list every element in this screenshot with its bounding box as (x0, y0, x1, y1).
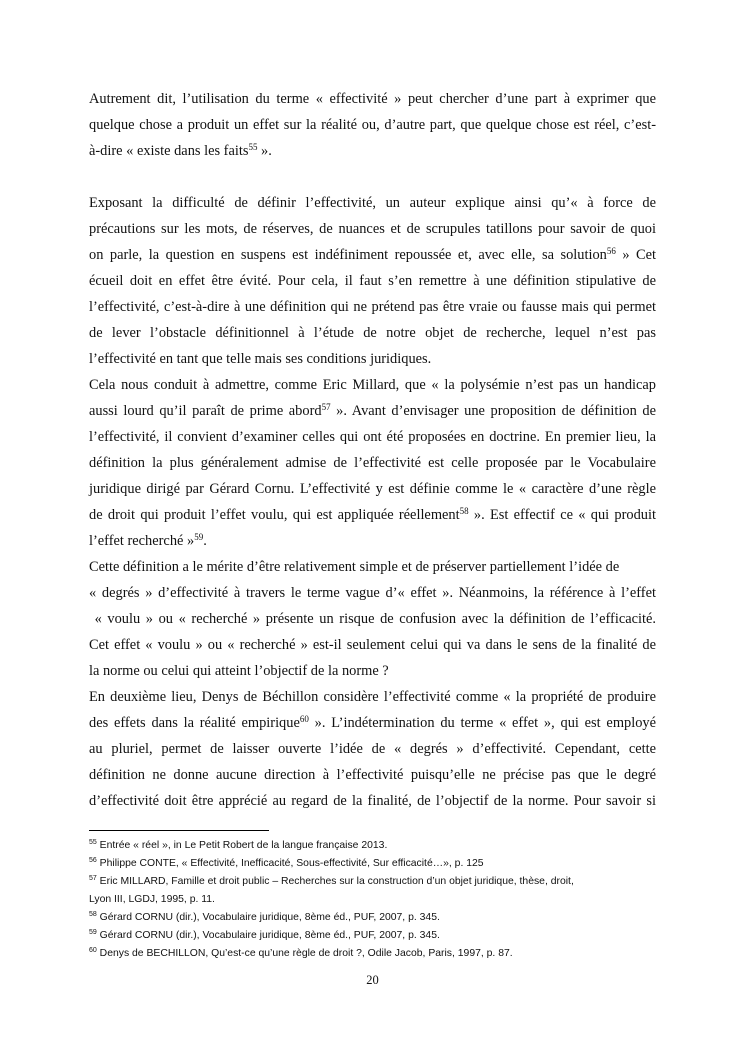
footnote-58 (89, 909, 656, 927)
text-line: En deuxième lieu, Denys de Béchillon considère l’effectivité comme « la propriété de produire (89, 689, 656, 705)
text-line: l’effectivité, c’est-à-dire à une définition qui ne prétend pas être vraie ou fausse mais qui permet (89, 299, 656, 315)
footnote-60 (89, 945, 656, 963)
text-line: au pluriel, permet de laisser ouverte l’idée de « degrés » d’effectivité. Cependant, cette (89, 741, 656, 757)
footnote-text: Gérard CORNU (dir.), Vocabulaire juridique, 8ème éd., PUF, 2007, p. 345. (96, 912, 440, 923)
text-run: ». (257, 143, 272, 159)
text-line: Cette définition a le mérite d’être relativement simple et de préserver partiellement l’idée de (89, 559, 620, 575)
text-line: d’effectivité doit être apprécié au regard de la finalité, de l’objectif de la norme. Pour savoir si (89, 793, 656, 809)
text-run: ». L’indétermination du terme « effet », qui est employé (308, 715, 656, 731)
footnotes (89, 837, 656, 963)
text-run: » Cet (615, 247, 657, 263)
text-line: quelque chose a produit un effet sur la réalité ou, d’autre part, que quelque chose est réel, c’est- (89, 117, 656, 133)
footnote-number: 59 (89, 929, 97, 936)
text-line (89, 710, 656, 736)
text-line: l’effectivité, il convient d’examiner celles qui ont été proposées en doctrine. En premier lieu, la (89, 429, 656, 445)
footnote-number: 57 (89, 875, 97, 882)
footnote-text-continued: Lyon III, LGDJ, 1995, p. 11. (89, 894, 215, 905)
footnote-ref-58: 58 (459, 506, 469, 516)
text-run: de droit qui produit l’effet voulu, qui est appliquée réellement (89, 507, 460, 523)
text-run: ». Est effectif ce « qui produit (468, 507, 656, 523)
text-line (89, 502, 656, 528)
footnote-number: 55 (89, 839, 97, 846)
text-line (89, 528, 656, 554)
footnote-text: Entrée « réel », in Le Petit Robert de la langue française 2013. (96, 840, 388, 851)
footnote-separator (89, 830, 269, 831)
text-line: définition la plus généralement admise de l’effectivité est celle proposée par le Vocabulaire (89, 455, 656, 471)
footnote-57 (89, 873, 656, 909)
text-line: juridique dirigé par Gérard Cornu. L’effectivité y est définie comme le « caractère d’une règle (89, 481, 656, 497)
footnote-59 (89, 927, 656, 945)
footnote-number: 56 (89, 857, 97, 864)
page-number: 20 (366, 973, 379, 987)
text-line: Cet effet « voulu » ou « recherché » est-il seulement celui qui va dans le sens de la finalité de (89, 637, 656, 653)
text-line (89, 138, 656, 164)
footnote-text: Gérard CORNU (dir.), Vocabulaire juridique, 8ème éd., PUF, 2007, p. 345. (96, 930, 440, 941)
paragraph-5 (89, 684, 656, 814)
paragraph-4 (89, 554, 656, 684)
paragraph-3 (89, 372, 656, 554)
footnote-ref-60: 60 (299, 714, 309, 724)
text-line: écueil doit en effet être évité. Pour cela, il faut s’en remettre à une définition stipulative de (89, 273, 656, 289)
footnote-number: 58 (89, 911, 97, 918)
footnote-text: Denys de BECHILLON, Qu’est-ce qu’une règle de droit ?, Odile Jacob, Paris, 1997, p. 87. (96, 948, 513, 959)
text-line: la norme ou celui qui atteint l’objectif de la norme ? (89, 663, 389, 679)
text-run: on parle, la question en suspens est indéfiniment repoussée et, avec elle, sa solution (89, 247, 607, 263)
text-line: de lever l’obstacle définitionnel à l’étude de notre objet de recherche, lequel n’est pas (89, 325, 656, 341)
footnote-ref-59: 59 (194, 532, 204, 542)
text-line: Exposant la difficulté de définir l’effectivité, un auteur explique ainsi qu’« à force de (89, 195, 656, 211)
paragraph-2 (89, 190, 656, 372)
footnote-text: Philippe CONTE, « Effectivité, Inefficacité, Sous-effectivité, Sur efficacité…», p. 125 (96, 858, 484, 869)
text-run: . (203, 533, 207, 549)
text-run: ». Avant d’envisager une proposition de définition de (330, 403, 656, 419)
text-line: Cela nous conduit à admettre, comme Eric Millard, que « la polysémie n’est pas un handicap (89, 377, 656, 393)
text-run: des effets dans la réalité empirique (89, 715, 300, 731)
text-run: l’effet recherché » (89, 533, 195, 549)
footnote-56 (89, 855, 656, 873)
footnote-ref-56: 56 (606, 246, 616, 256)
text-line (89, 398, 656, 424)
footnote-text: Eric MILLARD, Famille et droit public – Recherches sur la construction d’un objet juridique, thèse, droit, (96, 876, 574, 887)
paragraph-1 (89, 86, 656, 164)
text-run: aussi lourd qu’il paraît de prime abord (89, 403, 322, 419)
text-line: l’effectivité en tant que telle mais ses conditions juridiques. (89, 351, 432, 367)
footnote-number: 60 (89, 947, 97, 954)
text-run: à-dire « existe dans les faits (89, 143, 249, 159)
footnote-55 (89, 837, 656, 855)
footnote-ref-55: 55 (248, 142, 258, 152)
text-line: « voulu » ou « recherché » présente un risque de confusion avec la définition de l’efficacité. (89, 611, 656, 627)
text-line (89, 242, 656, 268)
text-line: Autrement dit, l’utilisation du terme « effectivité » peut chercher d’une part à exprimer que (89, 91, 656, 107)
body-text (89, 86, 656, 814)
text-line: précautions sur les mots, de réserves, de nuances et de scrupules tatillons pour savoir de quoi (89, 221, 656, 237)
text-line: « degrés » d’effectivité à travers le terme vague d’« effet ». Néanmoins, la référence à l’effet (89, 585, 656, 601)
text-line: définition ne donne aucune direction à l’effectivité puisqu’elle ne précise pas que le degré (89, 767, 656, 783)
footnote-ref-57: 57 (321, 402, 331, 412)
